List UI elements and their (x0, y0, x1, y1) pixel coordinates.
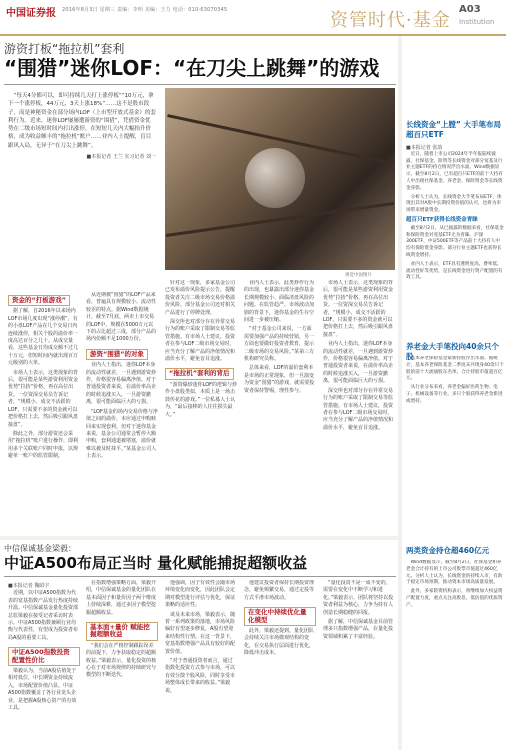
story2-column-c (165, 580, 237, 746)
paragraph: 业内人士表示，ETF具有透明度高、费率低、流动性好等优势，是长线资金进行资产配置的有效工具。 (406, 261, 503, 281)
paragraph: 此外，多家险资机构表示，将继续加大权益资产配置力度，重点关注高股息、低估值的优质资产。 (406, 589, 503, 608)
paragraph: 从行业分布来看，养老金偏好医药生物、电子、机械设备等行业。多只个股获得养老金新进或增持。 (406, 385, 503, 404)
paragraph: 截至8月2日，从已披露的数据来看，社保基金和保险资金对宽基ETF尤为青睐。沪深300ETF、中证500ETF等产品前十大持有人中均有保险资金身影。部分行业主题ETF也获得长线资金增持。 (406, 225, 504, 258)
paragraph: 他强调，因子有效性会随市场环境变化而变化，因此团队会定期对模型进行评估与优化，保证策略的适应性。 (165, 580, 236, 609)
paragraph: 总体来看，LOF的溢价套利本是市场的正常现象，但一旦演变为资金“围猎”的游戏，就需要投资者保持警惕，理性参与。 (244, 365, 315, 394)
story1-column-e (323, 280, 395, 534)
paragraph: “量化投资不是一成不变的，需要在变化中不断学习和进化。”梁毅表示，团队将坚持以投资者利益为核心，力争为持有人创造长期稳健的回报。 (323, 580, 394, 616)
ball-graphic (245, 148, 305, 208)
masthead (0, 0, 506, 36)
section-title: 资管时代·基金 (330, 10, 451, 31)
story1-column-c (165, 280, 237, 534)
story2-byline: ■本报记者 魏昭宇 (8, 583, 50, 589)
paragraph: 业内人士表示，此类炒作行为的出现，也暴露出部分迷你基金长期规模较小、面临清盘风险的问题。在监管趋严、市场波动加剧的背景下，迷你基金的生存空间进一步被压缩。 (244, 280, 315, 324)
story2-column-e (323, 580, 395, 746)
story2-kicker: 中信保诚基金梁毅： (4, 544, 76, 553)
story2-subhead: 中证A500指数投资配置性价比 (8, 647, 80, 666)
paragraph: 近期，以中证A500指数为代表的宽基指数产品发行热度持续升温。中信保诚基金量化投资部总监梁毅在接受记者采访时表示，中证A500指数兼顾行业均衡与代表性，有望成为投资者布局A股的重要工具。 (8, 590, 79, 641)
paragraph: 业内人士指出，迷你LOF本身的流动性就差，一旦遇到游资炒作，价格很容易偏离净值。对于普通投资者来说，在溢价率高企的时候追涨买入，一旦游资撤离，很可能面临巨大的亏损。 (323, 341, 394, 385)
paragraph: 在指数增强策略方面，梁毅介绍，中信保诚基金的量化团队在基本面因子和量价因子两个维度上持续深耕，通过多因子模型挖掘超额收益。 (86, 580, 157, 616)
paragraph: 分析人士认为，长线资金大手笔布局ETF，体现出其对A股中长期投资价值的认可，也将为市场带来增量资金。 (406, 194, 502, 214)
paragraph: 深交所也对部分存在异常交易行为的账户采取了限制交易等监管措施。有市场人士建议，投资者在参与LOF二级市场交易时，应当充分了解产品的净值情况和溢价水平，避免盲目追涨。 (323, 387, 394, 431)
story1-lead (8, 92, 156, 290)
paragraph: 业内人士指出，迷你LOF本身的流动性就差，一旦遇到游资炒作，价格很容易偏离净值。对于普通投资者来说，在溢价率高企的时候追涨买入，一旦游资撤离，很可能面临巨大的亏损。 (86, 362, 157, 406)
paragraph: 谈及未来市场，梁毅表示，随着一系列政策的落地，市场风险偏好有望逐步修复，A股有望迎来结构性行情。在这一背景下，宽基指数增强产品具有较好的配置价值。 (165, 611, 236, 655)
sidebar-subhead: 超百只ETF获得长线资金青睐 (406, 216, 478, 223)
story1-column-b (86, 292, 158, 534)
story2-column-a (8, 580, 80, 746)
paragraph: 梁毅认为，当前A股估值处于相对低位，中长期资金持续流入，市场配置价值凸显。中证A500指数覆盖了各行业龙头企业，是把握A股核心资产的有效工具。 (8, 668, 77, 712)
paragraph: “游资爆炒迷你LOF的逻辑与炒作小盘股类似，本质上是一场击鼓传花的游戏。”一位私募人士认为，“最后接棒的人往往损失最大。” (165, 381, 237, 418)
story2-subhead: 在变化中持续优化量化模型 (244, 607, 316, 626)
paragraph: 市场人士表示，这类现象的背后，很可能是某些游资利用资金优势“拉抬”价格，再在高位出货。一位资深交易员告诉记者，“规模小、成交不活跃的LOF，只需要不多的资金就可以把价格打上去，然后吸引跟风盘接盘”。 (323, 280, 394, 338)
sidebar-article-1 (406, 142, 504, 338)
photo-credit: 视觉中国图片 (345, 273, 372, 278)
story2-subhead: 基本面+量价 赋能挖掘超额收益 (86, 622, 158, 641)
paragraph: “对于基金公司来说，一方面需要加强产品的持续营销，另一方面也要做好投资者教育，提示二级市场的交易风险。”某第三方机构研究员称。 (244, 326, 315, 363)
newspaper-logo: 中国证券报 (6, 8, 56, 19)
story2-headline: 中证A500布局正当时 量化赋能捕捉超额收益 (4, 554, 308, 572)
story1-subhead: “拖拉机”套利的背后 (165, 368, 234, 379)
story1-headline: “围猎”迷你LOF：“在刀尖上跳舞”的游戏 (4, 56, 380, 80)
paragraph: 他建议投资者保持长期投资理念，避免频繁交易，通过定投等方式平滑市场波动。 (244, 580, 315, 601)
paragraph: 据了解，自2016年以来场内LOF市场几度出现“涨停潮”，有的小盘LOF产品在几个交易日内连续涨停，相关个股的溢价率一度高达百分之几十。从成交量看，这些基金日均成交额不过几十万元，但短时间内就出现百万元级别的大单。 (8, 308, 79, 367)
paragraph: 基本养老保险基金最新持股浮出水面。据统计，基本养老保险基金二季度末共现身40余只个股的前十大流通股东名单，合计持股市值超百亿元。 (406, 356, 504, 382)
story1-column-d (244, 280, 316, 534)
paragraph: 据了解，中信保诚基金目前管理多只指数增强产品，在量化投资领域积累了丰富经验。 (323, 619, 394, 640)
sidebar-article-2 (406, 356, 504, 536)
story1-subhead: 游资“围猎”的对象 (86, 349, 148, 360)
paragraph: “我们会在严格控制跟踪误差的前提下，力争获取稳定的超额收益。”梁毅表示，量化投资的核心在于对市场规律的持续研究与模型的不断迭代。 (86, 642, 157, 679)
paragraph: 从近期被“围猎”的LOF产品来看，普遍具有规模较小、流动性较差的特点。据Wind数据统计，截至7月底，两市上市交易的LOF中，规模在5000万元以下的占比超过三成，部分产品的场内份额不足1000万份。 (86, 292, 157, 343)
sidebar-article-3 (406, 560, 504, 746)
sidebar-byline: ■本报记者 张韵 (406, 145, 443, 151)
paragraph: 市场人士表示，这类现象的背后，很可能是某些游资利用资金优势“拉抬”价格，再在高位出货。一位资深交易员告诉记者，“规模小、成交不活跃的LOF，只需要不多的资金就可以把价格打上去，然后吸引跟风盘接盘”。 (8, 369, 79, 428)
page-number: A03 (459, 4, 481, 15)
story1-kicker: 游资打板“拖拉机”套利 (4, 42, 125, 56)
sidebar-headline-2: 养老金大手笔投向40余只个股 (406, 342, 499, 361)
divider (4, 84, 396, 85)
paragraph: Wind数据显示，截至8月2日，社保基金和养老金合计持有的上市公司股票市值超过460亿元。分析人士认为，长线资金的持续入市，有助于稳定市场预期，推动资本市场高质量发展。 (406, 560, 503, 586)
paragraph: 除此之外，部分游资还会采用“拖拉机”账户进行操作，即利用多个关联账户同时申报，以规避单一账户的监管限制。 (8, 430, 79, 460)
story1-photo (165, 88, 395, 270)
paragraph: 针对这一现象，多家基金公司已发布溢价风险提示公告，提醒投资者关注二级市场交易价格溢价风险。部分基金公司还对相关产品进行了停牌处理。 (165, 280, 236, 316)
story2-column-b (86, 580, 158, 746)
page-sub-label: Institution (459, 18, 495, 26)
sidebar-headline-3: 两类资金持仓超460亿元 (406, 546, 490, 555)
story1-lead-text: “每天4分都可以，即可持续几天打上涨停板”“10万元，拿下一个涨停板，44万元，3天上涨18%”……这不是股市段子，而是神秘资金在部分场内LOF（上市型开放式基金）的套利行为。近来，迷你LOF屡屡遭游资的“围猎”，凭借资金优势在二级市场短时间内打出涨停，在短短几天内大幅抬升价格，成为收益颇丰的“拖拉机”账户……业内人士提醒，盲目跟风入局，无异于“在刀尖上跳舞”。 (8, 93, 156, 149)
story1-subhead: 资金的“打板游戏” (8, 295, 70, 306)
story1-column-a (8, 292, 80, 534)
paragraph: 近日，随着上市公司2024年半年报陆续披露，社保基金、险资等长线资金对部分宽基及行业主题ETF的持仓情况浮出水面。Wind数据显示，截至8月2日，已有超百只ETF的前十大持有人中出现社保基金、养老金、保险资金等长线资金身影。 (406, 151, 503, 191)
masthead-meta: 2016年8月3日 星期三 责编：李明 美编：王力 电话：010-63070345 (62, 7, 228, 13)
paragraph: “对于普通投资者而言，通过指数化投资方式参与市场，可以有效分散个股风险，同时享受市场整体成长带来的收益。”梁毅说。 (165, 658, 236, 694)
paragraph: 深交所也对部分存在异常交易行为的账户采取了限制交易等监管措施。有市场人士建议，投资者在参与LOF二级市场交易时，应当充分了解产品的净值情况和溢价水平，避免盲目追涨。 (165, 319, 236, 363)
story1-byline: ■本报记者 王兰 实习记者 刘一 (86, 154, 156, 161)
story2-column-d (244, 580, 316, 746)
paragraph: 此外，梁毅还提到，量化团队会持续关注市场微观结构的变化，在交易执行层面进行优化，降低冲击成本。 (244, 628, 315, 657)
paragraph: “LOF基金的场内交易价格与净值之间的溢价，本应通过申购赎回来实现套利。但对于迷你基金来说，基金公司通常会暂停大额申购，套利通道被堵塞，溢价就难以被及时抹平。”某基金公司人士表示。 (86, 408, 158, 460)
divider (4, 576, 396, 577)
sidebar-headline-1: 长线资金“上膛” 大手笔布局超百只ETF (406, 120, 501, 139)
